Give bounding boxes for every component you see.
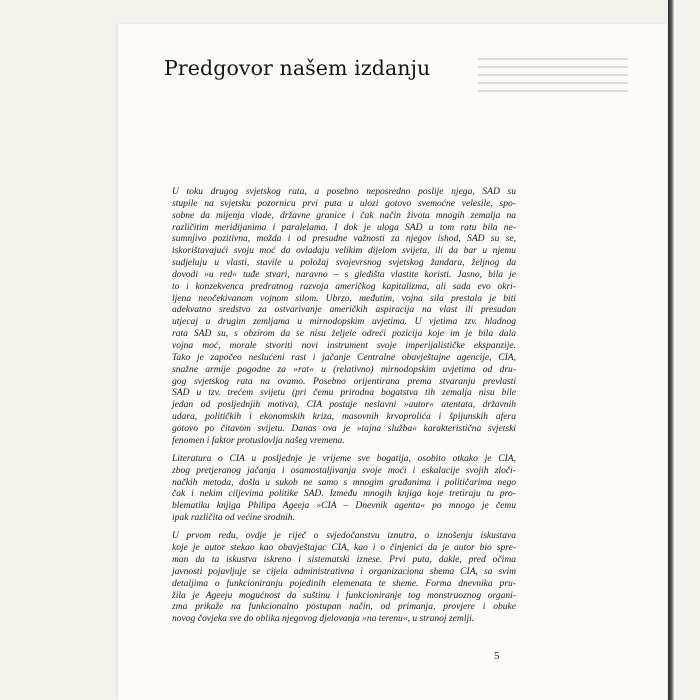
text-line: to i konzekvenca predratnog razvoja američkog kapitalizma, ali sada evo okri- xyxy=(172,280,516,292)
text-line: adekvatno sredstvo za ostvarivanje američkih aspiracija na vlast ili presudan xyxy=(172,304,516,316)
text-line: sumnjivo pozitivna, možda i od presudne važnosti za njegov ishod, SAD su se, xyxy=(172,233,516,245)
text-line: gog svjetskog rata na ovamo. Posebno orijentirana prema stvaranju prevlasti xyxy=(172,375,516,387)
text-line: blematiku knjiga Philipa Ageeja »CIA – Dnevnik agenta« po mnogo je čemu xyxy=(172,500,516,512)
text-line: sudjeluju u vlasti, stavile u položaj svojevrsnog svjetskog žandara, željnog da xyxy=(172,257,516,269)
text-line: snažne armije pogodne za »rat« u (relativno) mirnodopskim uvjetima od dru- xyxy=(172,363,516,375)
text-line: čak i nekim ciljevima politike SAD. Između mnogih knjiga koje tretiraju tu pro- xyxy=(172,488,516,500)
text-line: Literatura o CIA u posljednje je vrijeme sve bogatija, osobito otkako je CIA, xyxy=(172,452,516,464)
text-line: zma prikaže na funkcionalno postupan način, od primanja, provjere i obuke xyxy=(172,601,516,613)
text-line: SAD u tzv. trećem svijetu (pri čemu prirodna bogatstva tih zemalja nisu bile xyxy=(172,387,516,399)
page-number: 5 xyxy=(494,650,500,662)
text-line: ljena neočekivanom vojnom silom. Ubrzo, međutim, vojna sila prestala je biti xyxy=(172,292,516,304)
text-line: gotovo po čitavom svijetu. Danas ova je »tajna služba« karakteristična svjetski xyxy=(172,422,516,434)
text-line: fenomen i faktor protuslovlja našeg vremena. xyxy=(172,434,345,446)
text-line: udara, političkih i ekonomskih kriza, masovnih krvoprolića i špijunskih afera xyxy=(172,411,516,423)
text-line: ipak različita od većine srodnih. xyxy=(172,512,295,524)
text-line: javnosti pojavljuje se cijela administrativna i organizaciona shema CIA, sa svim xyxy=(172,565,516,577)
text-line: jedan od posljednjih motiva), CIA postaje neslavni »autor« atentata, državnih xyxy=(172,399,516,411)
paragraph xyxy=(172,453,516,524)
text-line: različitim meridijanima i paralelama. I dok je uloga SAD u tom ratu bila ne- xyxy=(172,221,516,233)
paragraph xyxy=(172,186,516,447)
body-text xyxy=(172,186,516,632)
page-title: Predgovor našem izdanju xyxy=(164,56,431,80)
text-line: U toku drugog svjetskog rata, a posebno neposredno poslije njega, SAD su xyxy=(172,186,516,197)
text-line: stupile na svjetsku pozornicu prvi puta u ulozi gotovo svemoćne velesile, spo- xyxy=(172,197,516,209)
text-line: utjecaj u drugim zemljama u mirnodopskim uvjetima. U vjetima tzv. hladnog xyxy=(172,316,516,328)
text-line: novog čovjeka sve do oblika njegovog djelovanja »na terenu«, u stranoj zemlji. xyxy=(172,613,475,625)
text-line: sobne da mijenja vlade, državne granice i čak način života mnogih zemalja na xyxy=(172,209,516,221)
text-line: zbog pretjeranog jačanja i osamostaljivanja svoje moći i eskalacije svojih zloči- xyxy=(172,464,516,476)
text-line: koje je autor stekao kao obavještajac CIA, kao i o činjenici da je autor bio spre- xyxy=(172,542,516,554)
text-line: rata SAD su, s obzirom da se nisu željele odreći pozicija koje im je bila dala xyxy=(172,328,516,340)
text-line: žila je Ageeju mogućnost da suštinu i funkcioniranje tog monstruoznog organi- xyxy=(172,589,516,601)
show-through-text xyxy=(478,58,628,102)
book-edge-shadow xyxy=(668,0,674,700)
text-line: dovodi »u red« tuđe stvari, naravno – s gledišta vlastite koristi. Jasno, bila je xyxy=(172,268,516,280)
text-line: vojna moć, morale stvoriti novi instrument svoje imperijalističke ekspanzije. xyxy=(172,339,516,351)
text-line: U prvom redu, ovdje je riječ o svjedočanstvu iznutra, o iznošenju iskustava xyxy=(172,530,516,542)
paragraph xyxy=(172,530,516,625)
text-line: Tako je započeo neslućeni rast i jačanje Centralne obavještajne agencije, CIA, xyxy=(172,351,516,363)
text-line: načkih metoda, došla u sukob ne samo s mnogim građanima i političarima nego xyxy=(172,476,516,488)
text-line: man da ta iskustva iskreno i sistematski iznese. Prvi puta, dakle, pred očima xyxy=(172,554,516,566)
text-line: detaljima o funkcioniranju pojedinih elemenata te sheme. Forma dnevnika pru- xyxy=(172,577,516,589)
text-line: iskorištavajući svoju moć da ovladaju velikim dijelom svijeta, ili da bar u njemu xyxy=(172,245,516,257)
